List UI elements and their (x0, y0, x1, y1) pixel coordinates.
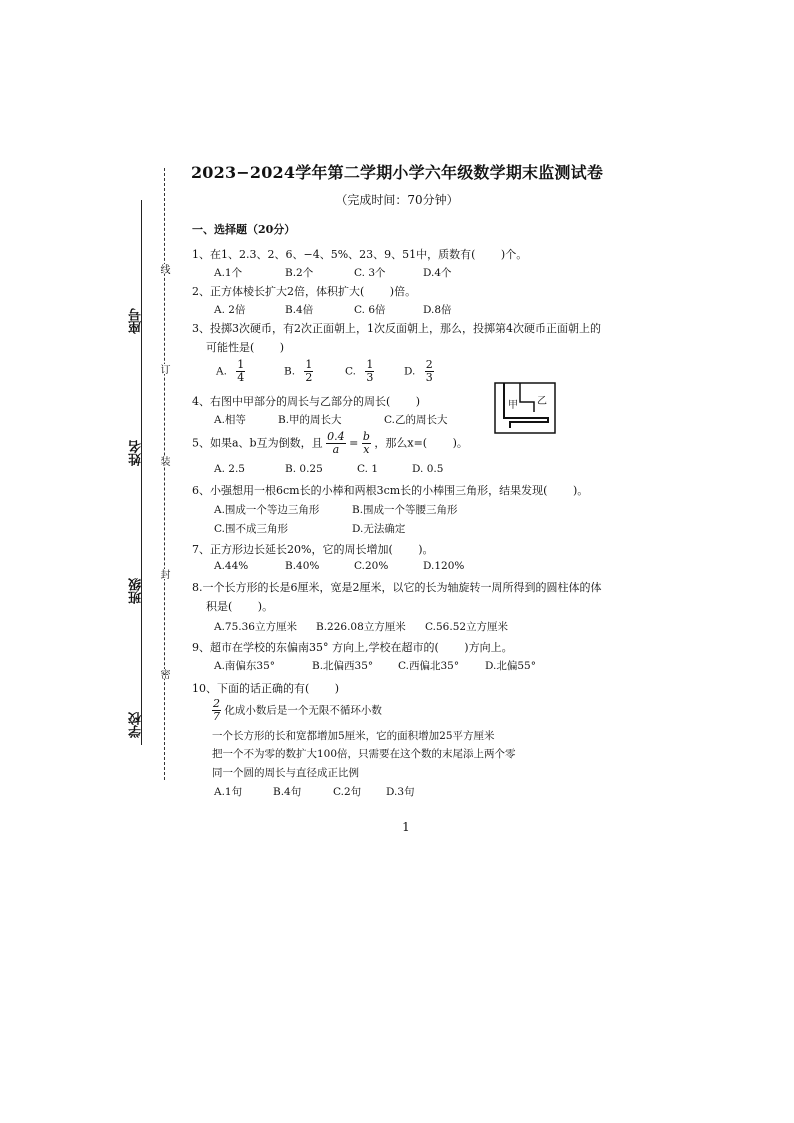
q10-option-d: D.3句 (386, 786, 415, 798)
q10-frac-numerator: 2 (213, 697, 220, 710)
q6-option-b: B.围成一个等腰三角形 (352, 504, 458, 516)
question-1: 1、在1、2.3、2、6、−4、5%、23、9、51中，质数有( )个。 (192, 248, 528, 261)
q3-option-b: B. $\frac{1}{2}$ (284, 358, 313, 384)
q5-option-a: A. 2.5 (214, 463, 245, 475)
q3-d-denominator: 3 (425, 371, 433, 384)
q2-option-c: C. 6倍 (354, 304, 386, 316)
q9-option-b: B.北偏西35° (312, 660, 374, 672)
dashed-binding-line (164, 168, 165, 780)
q4-option-b: B.甲的周长大 (278, 414, 342, 426)
q8-option-b: B.226.08立方厘米 (316, 621, 406, 633)
q10-option-a: A.1句 (214, 786, 243, 798)
q9-option-a: A.南偏东35° (214, 660, 276, 672)
q6-option-a: A.围成一个等边三角形 (214, 504, 320, 516)
section-heading: 一、选择题（20分） (192, 223, 296, 236)
q10-statement-1: $\frac{2}{7}$ 化成小数后是一个无限不循环小数 (213, 697, 382, 723)
q1-option-a: A.1个 (214, 267, 243, 279)
q2-option-a: A. 2倍 (214, 304, 246, 316)
q4-figure-label-yi: 乙 (537, 396, 547, 407)
q9-option-c: C.西偏北35° (398, 660, 460, 672)
q3-option-c: C. $\frac{1}{3}$ (345, 358, 374, 384)
exam-title: 2023−2024学年第二学期小学六年级数学期末监测试卷 (190, 163, 604, 182)
q5-frac1-denominator: a (332, 443, 340, 456)
q7-option-b: B.40% (285, 560, 320, 572)
page-number: 1 (402, 820, 410, 834)
binding-mark-feng: 封 (158, 569, 169, 579)
q5-frac1-numerator: 0.4 (327, 430, 345, 443)
q10-statement-3: 把一个不为零的数扩大100倍，只需要在这个数的末尾添上两个零 (212, 748, 516, 760)
q4-figure-label-jia: 甲 (508, 400, 518, 411)
q4-figure (494, 382, 556, 434)
q2-option-d: D.8倍 (423, 304, 452, 316)
name-label: 姓名 (129, 440, 144, 466)
binding-mark-mi: 密 (158, 669, 169, 679)
q5-option-c: C. 1 (357, 463, 379, 475)
q4-option-a: A.相等 (214, 414, 246, 426)
question-8: 8.一个长方形的长是6厘米，宽是2厘米，以它的长为轴旋转一周所得到的圆柱体的体 (192, 581, 602, 594)
q7-option-a: A.44% (214, 560, 249, 572)
q3-c-denominator: 3 (366, 371, 374, 384)
q3-d-numerator: 2 (425, 358, 433, 371)
q3-option-a: A. $\frac{1}{4}$ (216, 358, 245, 384)
school-label: 学校 (129, 712, 144, 738)
question-3: 3、投掷3次硬币，有2次正面朝上，1次反面朝上，那么，投掷第4次硬币正面朝上的 (192, 322, 601, 335)
q3-a-denominator: 4 (237, 371, 245, 384)
question-8-line2: 积是( )。 (206, 600, 274, 613)
q10-statement-2: 一个长方形的长和宽都增加5厘米，它的面积增加25平方厘米 (212, 730, 495, 742)
binding-mark-ding: 订 (158, 364, 169, 374)
q5-frac2-denominator: x (363, 443, 370, 456)
q1-option-d: D.4个 (423, 267, 452, 279)
question-3-line2: 可能性是( ) (206, 341, 285, 354)
question-9: 9、超市在学校的东偏南35° 方向上,学校在超市的( )方向上。 (192, 641, 513, 654)
binding-line (141, 200, 142, 745)
q1-option-b: B.2个 (285, 267, 314, 279)
q8-option-a: A.75.36立方厘米 (214, 621, 297, 633)
q5-option-b: B. 0.25 (285, 463, 323, 475)
q1-option-c: C. 3个 (354, 267, 386, 279)
binding-mark-zhuang: 装 (158, 456, 169, 466)
question-5: 5、如果a、b互为倒数，且 $\frac{0.4}{a}$ = $\frac{b}{x}$ ，那么x=( )。 (192, 430, 468, 456)
question-6: 6、小强想用一根6cm长的小棒和两根3cm长的小棒围三角形，结果发现( )。 (192, 484, 589, 497)
q3-a-numerator: 1 (237, 358, 245, 371)
exam-subtitle: （完成时间：70分钟） (335, 193, 459, 207)
binding-mark-xian: 线 (158, 264, 169, 274)
question-2: 2、正方体棱长扩大2倍，体积扩大( )倍。 (192, 285, 417, 298)
q6-option-d: D.无法确定 (352, 523, 406, 535)
q3-option-d: D. $\frac{2}{3}$ (404, 358, 433, 384)
q10-frac-denominator: 7 (213, 710, 220, 723)
question-7: 7、正方形边长延长20%，它的周长增加( )。 (192, 543, 434, 556)
question-4: 4、右图中甲部分的周长与乙部分的周长( ) (192, 395, 421, 408)
seat-label: 座号 (129, 308, 144, 334)
q4-option-c: C.乙的周长大 (384, 414, 448, 426)
q6-option-c: C.围不成三角形 (214, 523, 288, 535)
q10-option-b: B.4句 (273, 786, 302, 798)
q3-c-numerator: 1 (366, 358, 374, 371)
q3-b-denominator: 2 (305, 371, 313, 384)
q2-option-b: B.4倍 (285, 304, 314, 316)
q5-frac2-numerator: b (362, 430, 370, 443)
q10-option-c: C.2句 (333, 786, 362, 798)
q10-statement-4: 同一个圆的周长与直径成正比例 (212, 767, 359, 779)
q3-b-numerator: 1 (305, 358, 313, 371)
q5-option-d: D. 0.5 (412, 463, 444, 475)
q7-option-c: C.20% (354, 560, 389, 572)
question-10: 10、下面的话正确的有( ) (192, 682, 340, 695)
q8-option-c: C.56.52立方厘米 (425, 621, 509, 633)
class-label: 班级 (129, 578, 144, 604)
q9-option-d: D.北偏55° (485, 660, 536, 672)
q7-option-d: D.120% (423, 560, 465, 572)
